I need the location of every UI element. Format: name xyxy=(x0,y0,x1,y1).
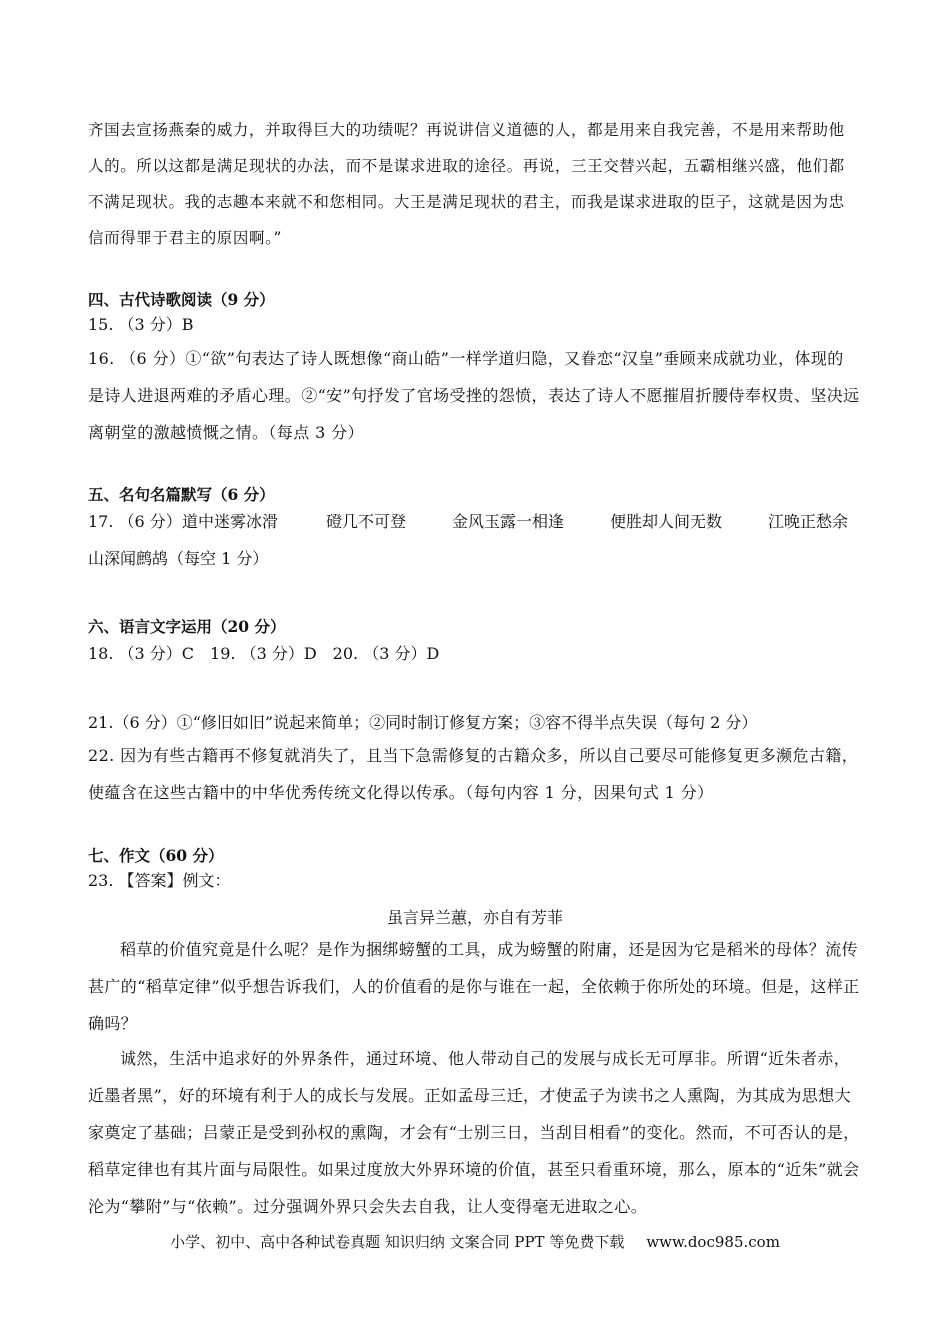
section-4-heading: 四、古代诗歌阅读（9 分） xyxy=(88,290,275,309)
essay-title: 虽言异兰蕙，亦自有芳菲 xyxy=(386,908,563,927)
answer-17-tail: 山深闻鹧鸪（每空 1 分） xyxy=(88,549,269,568)
answer-23-label: 23. 【答案】例文： xyxy=(88,871,231,890)
section-6-heading: 六、语言文字运用（20 分） xyxy=(88,617,286,636)
answer-15: 15. （3 分）B xyxy=(88,315,194,334)
page-footer xyxy=(0,1231,950,1252)
answer-17-item: 磴几不可登 xyxy=(326,512,407,531)
essay-paragraph-2: 诚然，生活中追求好的外界条件，通过环境、他人带动自己的发展与成长无可厚非。所谓“近朱者赤，近墨者黑”，好的环境有利于人的成长与发展。正如孟母三迁，才使孟子为读书之人熏陶，为其成为思想大家奠定了基础；吕蒙正是受到孙权的熏陶，才会有“士别三日，当刮目相看”的变化。然而，不可否认的是，稻草定律也有其片面与局限性。如果过度放大外界环境的价值，甚至只看重环境，那么，原本的“近朱”就会沦为“攀附”与“依赖”。过分强调外界只会失去自我，让人变得毫无进取之心。 xyxy=(88,1049,860,1216)
answer-17-item: 金风玉露一相逢 xyxy=(452,512,565,531)
section-5-heading: 五、名句名篇默写（6 分） xyxy=(88,485,275,504)
footer-url[interactable]: www.doc985.com xyxy=(646,1233,780,1251)
answer-17-item: 道中迷雾冰滑 xyxy=(182,512,279,531)
answer-17-item: 便胜却人间无数 xyxy=(610,512,723,531)
essay-paragraph-1: 稻草的价值究竟是什么呢？是作为捆绑螃蟹的工具，成为螃蟹的附庸，还是因为它是稻米的母体？流传甚广的“稻草定律”似乎想告诉我们，人的价值看的是你与谁在一起，全依赖于你所处的环境。但是，这样正确吗？ xyxy=(88,940,860,1033)
answer-16: 16. （6 分）①“欲”句表达了诗人既想像“商山皓”一样学道归隐，又眷恋“汉皇”垂顾来成就功业，体现的是诗人进退两难的矛盾心理。②“安”句抒发了官场受挫的怨愤，表达了诗人不愿摧眉折腰侍奉权贵、坚决远离朝堂的激越愤慨之情。（每点 3 分） xyxy=(88,349,860,442)
answer-22: 22. 因为有些古籍再不修复就消失了，且当下急需修复的古籍众多，所以自己要尽可能修复更多濒危古籍，使蕴含在这些古籍中的中华优秀传统文化得以传承。（每句内容 1 分，因果句式 1 分） xyxy=(88,746,859,802)
answer-21: 21.（6 分）①“修旧如旧”说起来简单；②同时制订修复方案；③容不得半点失误（每句 2 分） xyxy=(88,713,758,732)
footer-text: 小学、初中、高中各种试卷真题 知识归纳 文案合同 PPT 等免费下载 xyxy=(170,1233,625,1251)
answer-17-item: 江晚正愁余 xyxy=(768,512,849,531)
answers-18-20: 18. （3 分）C 19. （3 分）D 20. （3 分）D xyxy=(88,644,440,663)
section-7-heading: 七、作文（60 分） xyxy=(88,846,224,865)
answer-17-label: 17. （6 分） xyxy=(88,512,182,531)
translation-paragraph: 齐国去宣扬燕秦的威力，并取得巨大的功绩呢？再说讲信义道德的人，都是用来自我完善，不是用来帮助他人的。所以这都是满足现状的办法，而不是谋求进取的途径。再说，三王交替兴起，五霸相继兴盛，他们都不满足现状。我的志趣本来就不和您相同。大王是满足现状的君主，而我是谋求进取的臣子，这就是因为忠信而得罪于君主的原因啊。” xyxy=(88,121,845,247)
